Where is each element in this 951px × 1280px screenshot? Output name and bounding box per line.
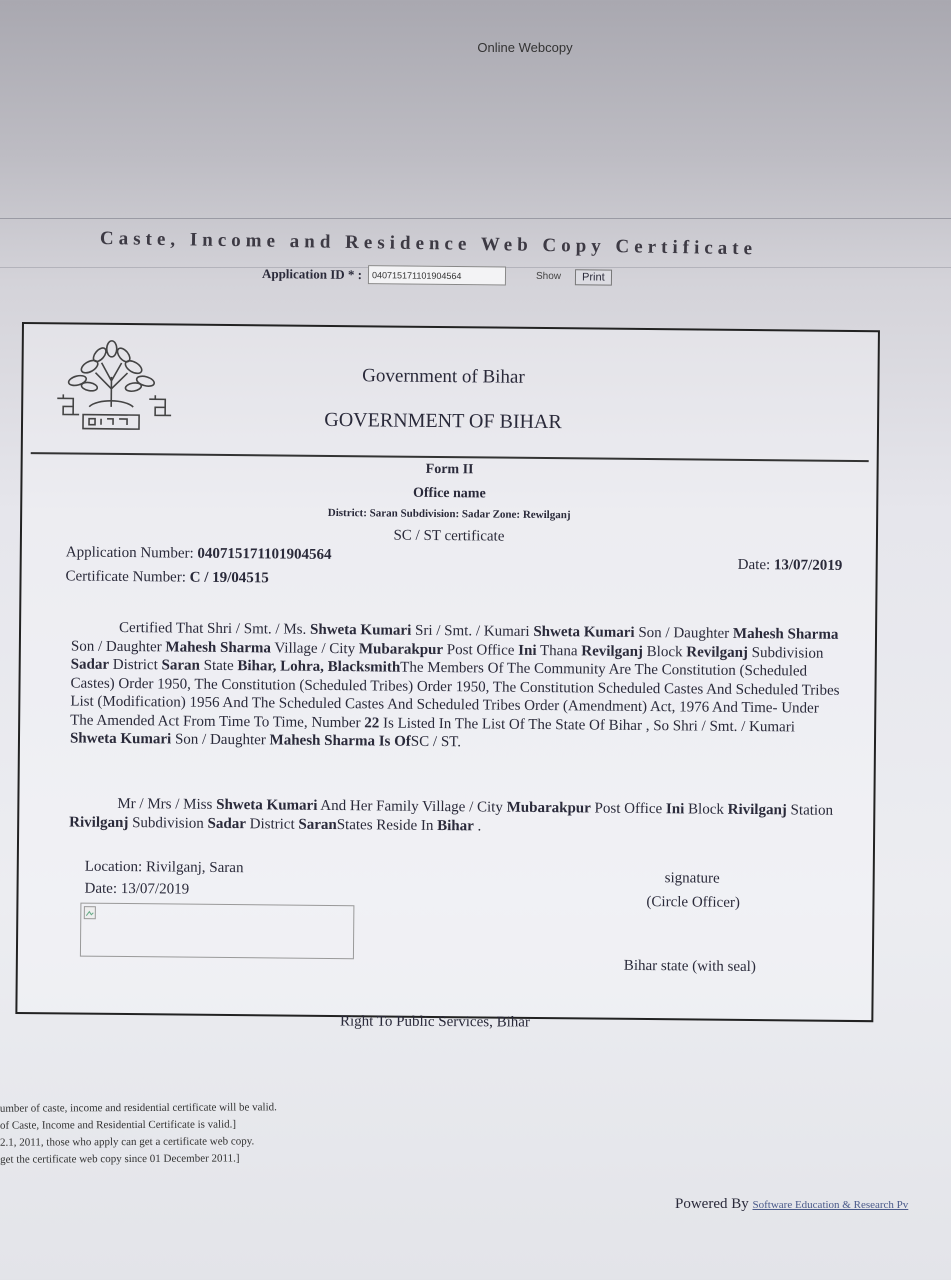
note-line: umber of caste, income and residential certificate will be valid.	[0, 1101, 277, 1115]
para-text: State	[203, 657, 234, 675]
notes-block	[0, 1099, 277, 1168]
page-header-title: Online Webcopy	[477, 40, 573, 55]
applicant-name: Shweta Kumari	[533, 623, 635, 641]
para-text: Post Office	[594, 800, 663, 818]
para-text: Certified That Shri / Smt. / Ms.	[118, 619, 307, 638]
para-text: Sri / Smt. / Kumari	[414, 622, 530, 640]
para-text: Is Of	[378, 733, 411, 750]
state-name: Bihar	[437, 817, 474, 834]
para-text: Block	[687, 801, 724, 818]
form-label: Form II	[425, 461, 474, 478]
broken-image-icon	[83, 906, 97, 920]
powered-by-label: Powered By	[675, 1196, 749, 1212]
category-text: SC / ST.	[410, 733, 462, 751]
signature-label: signature	[664, 870, 720, 887]
para-text: Thana	[539, 642, 578, 659]
note-line: of Caste, Income and Residential Certificate is valid.]	[0, 1118, 237, 1132]
note-line: 2.1, 2011, those who apply can get a certificate web copy.	[0, 1135, 255, 1149]
para-text: Mr / Mrs / Miss	[117, 795, 213, 813]
post-office-name: Ini	[518, 642, 537, 659]
district-name: Saran	[298, 816, 337, 833]
rts-footer: Right To Public Services, Bihar	[339, 1013, 530, 1031]
para-text: District	[249, 815, 295, 833]
show-button[interactable]: Show	[535, 270, 562, 283]
powered-by	[675, 1196, 908, 1213]
certificate-number-value: C / 19/04515	[189, 569, 269, 587]
para-text: Son / Daughter	[638, 624, 730, 642]
district-line: District: Saran Subdivision: Sadar Zone: Rewilganj	[327, 506, 571, 522]
residence-paragraph	[69, 794, 839, 838]
father-name: Mahesh Sharma	[269, 732, 376, 750]
applicant-name: Shweta Kumari	[69, 730, 172, 748]
application-number-label: Application Number:	[65, 544, 194, 562]
village-name: Mubarakpur	[506, 799, 591, 817]
issue-date-label: Date:	[737, 556, 771, 574]
print-button[interactable]: Print	[575, 269, 612, 285]
bihar-emblem-icon	[49, 336, 174, 435]
block-name: Rivilganj	[727, 801, 787, 819]
para-text: The Members Of The Community Are The Constitution (Scheduled Castes) Order 1950, The Constitution (Scheduled Tribes) Order 1950, The Constitution Scheduled Castes And Scheduled Tribes List (Modification) 1956 And The Scheduled Castes And Scheduled Tribes Order (Amendment) Act, 1976 And Time- Under The Amended Act From Time To Time, Number	[70, 659, 840, 731]
caste-name: Bihar, Lohra, Blacksmith	[237, 658, 401, 676]
para-text: And Her Family Village / City	[320, 797, 503, 816]
application-number	[66, 544, 332, 564]
certificate-frame	[15, 322, 880, 1022]
para-text: Block	[646, 643, 683, 660]
subdivision-name: Sadar	[70, 656, 110, 673]
issue-date	[738, 557, 843, 575]
father-name: Mahesh Sharma	[732, 625, 839, 643]
para-text: .	[477, 817, 482, 834]
certification-paragraph	[70, 618, 841, 755]
office-name: Office name	[412, 485, 486, 502]
thana-name: Revilganj	[581, 642, 644, 660]
para-text: Subdivision	[751, 644, 824, 662]
certificate-number-label: Certificate Number:	[65, 568, 187, 586]
issue-date-value: 13/07/2019	[773, 557, 843, 574]
para-text: Son / Daughter	[70, 637, 162, 655]
application-id-bar	[262, 264, 612, 287]
para-text: Is Listed In The List Of The State Of Bihar , So Shri / Smt. / Kumari	[382, 714, 796, 735]
seal-label: Bihar state (with seal)	[623, 957, 756, 976]
certificate-type: SC / ST certificate	[393, 527, 505, 545]
applicant-name: Shweta Kumari	[309, 621, 412, 639]
powered-by-link[interactable]: Software Education & Research Pv	[752, 1199, 909, 1211]
para-text: States Reside In	[336, 816, 434, 834]
subdivision-name: Sadar	[207, 815, 246, 832]
qr-image-box	[80, 903, 355, 960]
para-text: District	[112, 656, 158, 674]
para-text: Village / City	[274, 639, 356, 657]
application-id-label: Application ID * :	[261, 265, 363, 282]
note-line: get the certificate web copy since 01 December 2011.]	[0, 1152, 240, 1166]
para-text: Station	[790, 802, 834, 819]
application-id-input[interactable]	[368, 265, 506, 285]
officer-designation: (Circle Officer)	[646, 894, 740, 911]
block-name: Revilganj	[686, 643, 749, 661]
government-title-caps: GOVERNMENT OF BIHAR	[324, 408, 562, 434]
para-text: Son / Daughter	[174, 731, 266, 749]
application-number-value: 040715171101904564	[197, 545, 332, 563]
list-number: 22	[364, 714, 380, 731]
post-office-name: Ini	[665, 801, 685, 818]
district-name: Saran	[161, 657, 200, 674]
applicant-name: Shweta Kumari	[216, 796, 318, 814]
village-name: Mubarakpur	[358, 640, 444, 658]
page-title: Caste, Income and Residence Web Copy Certificate	[99, 228, 758, 260]
father-name: Mahesh Sharma	[165, 638, 271, 656]
para-text: Post Office	[446, 641, 515, 659]
para-text: Subdivision	[132, 814, 204, 832]
government-title: Government of Bihar	[362, 365, 525, 388]
certificate-number	[65, 568, 268, 587]
station-name: Rivilganj	[69, 813, 129, 831]
date-line: Date: 13/07/2019	[84, 880, 190, 898]
location-line: Location: Rivilganj, Saran	[84, 858, 244, 877]
